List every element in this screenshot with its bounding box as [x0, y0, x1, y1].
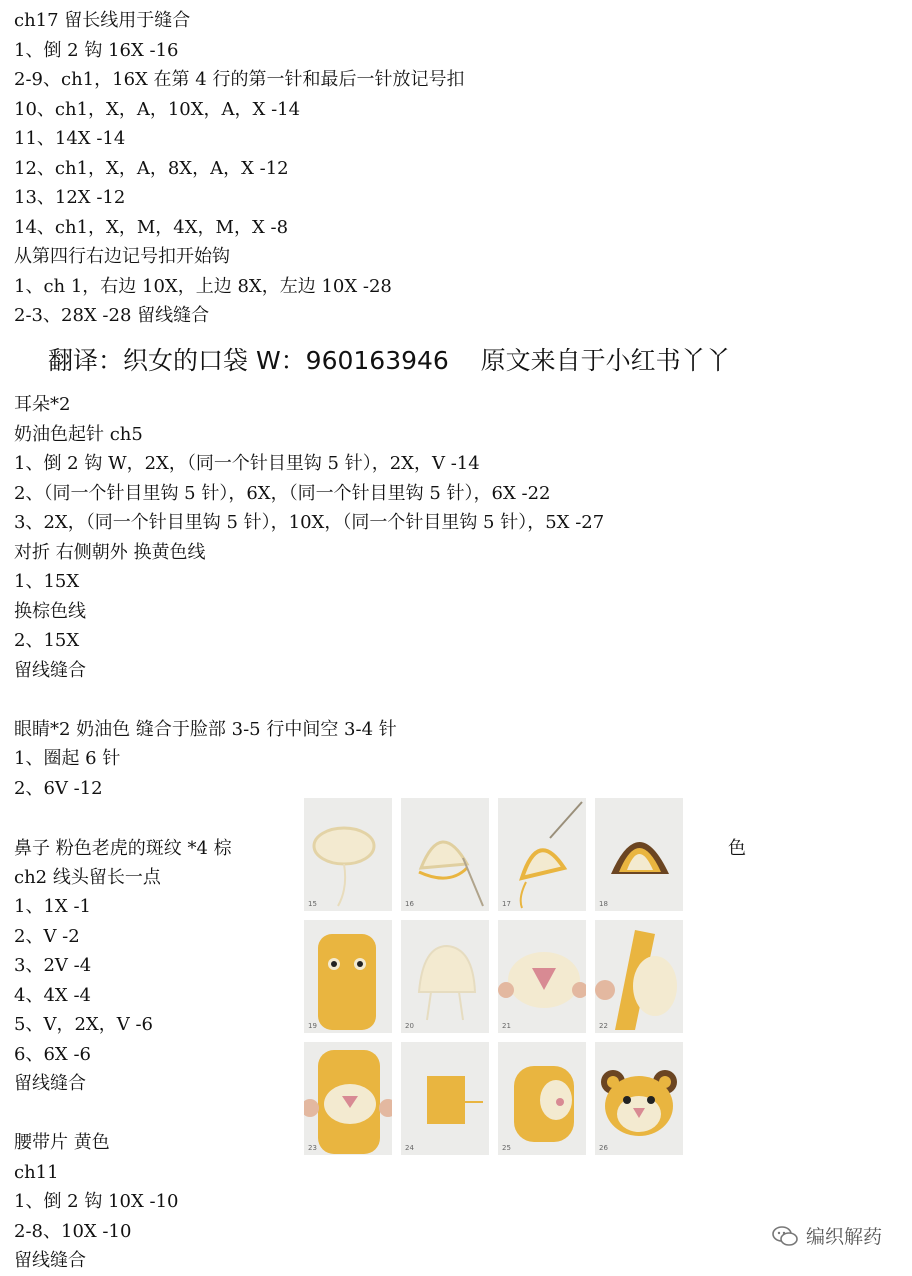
photo-grid [304, 798, 684, 1156]
text-line: 5、V，2X，V -6 [14, 1014, 153, 1035]
photo-step [304, 1042, 392, 1155]
text-line: 1、1X -1 [14, 896, 91, 917]
crochet-photo [304, 798, 392, 911]
photo-step [595, 1042, 683, 1155]
photo-number: 26 [599, 1144, 608, 1152]
text-line: 留线缝合 [14, 1250, 86, 1271]
text-line: 11、14X -14 [14, 128, 126, 149]
text-line: 3、2X，（同一个针目里钩 5 针），10X，（同一个针目里钩 5 针），5X -27 [14, 512, 605, 533]
photo-number: 16 [405, 900, 414, 908]
text-line: 从第四行右边记号扣开始钩 [14, 246, 230, 267]
photo-step [401, 1042, 489, 1155]
photo-number: 21 [502, 1022, 511, 1030]
photo-number: 20 [405, 1022, 414, 1030]
photo-step [401, 798, 489, 911]
text-line: 2-9、ch1，16X 在第 4 行的第一针和最后一针放记号扣 [14, 69, 465, 90]
photo-number: 19 [308, 1022, 317, 1030]
text-line: 2、（同一个针目里钩 5 针），6X，（同一个针目里钩 5 针），6X -22 [14, 483, 551, 504]
section-heading: 腰带片 黄色 [14, 1132, 110, 1153]
photo-step [595, 920, 683, 1033]
section-heading: 鼻子 粉色老虎的斑纹 *4 棕 [14, 838, 232, 859]
crochet-photo [401, 798, 489, 911]
crochet-photo [304, 920, 392, 1033]
text-line: 留线缝合 [14, 1073, 86, 1094]
text-line: 1、ch 1，右边 10X，上边 8X，左边 10X -28 [14, 276, 392, 297]
photo-number: 17 [502, 900, 511, 908]
photo-step [498, 1042, 586, 1155]
text-line: 14、ch1，X，M，4X，M，X -8 [14, 217, 289, 238]
text-line: 2、15X [14, 630, 80, 651]
photo-number: 22 [599, 1022, 608, 1030]
text-line: ch17 留长线用于缝合 [14, 10, 191, 31]
crochet-photo [498, 798, 586, 911]
text-line: 2、6V -12 [14, 778, 103, 799]
text-line: 6、6X -6 [14, 1044, 91, 1065]
text-line: 换棕色线 [14, 601, 86, 622]
text-line: 奶油色起针 ch5 [14, 424, 143, 445]
photo-step [595, 798, 683, 911]
text-line: ch11 [14, 1162, 59, 1183]
section-heading: 耳朵*2 [14, 394, 71, 415]
photo-number: 15 [308, 900, 317, 908]
photo-number: 24 [405, 1144, 414, 1152]
crochet-photo [304, 1042, 392, 1155]
section-heading: 眼睛*2 奶油色 缝合于脸部 3-5 行中间空 3-4 针 [14, 719, 397, 740]
crochet-photo [401, 920, 489, 1033]
heading-tail: 色 [728, 838, 746, 859]
text-line: 10、ch1，X，A，10X，A，X -14 [14, 99, 301, 120]
watermark-text: 编织解药 [805, 1226, 882, 1248]
text-line: 1、15X [14, 571, 80, 592]
photo-number: 23 [308, 1144, 317, 1152]
photo-step [304, 798, 392, 911]
text-line: ch2 线头留长一点 [14, 867, 161, 888]
text-line: 1、倒 2 钩 10X -10 [14, 1191, 179, 1212]
text-line: 1、倒 2 钩 W，2X，（同一个针目里钩 5 针），2X，V -14 [14, 453, 480, 474]
crochet-photo [498, 1042, 586, 1155]
text-line: 12、ch1，X，A，8X，A，X -12 [14, 158, 289, 179]
photo-step [498, 920, 586, 1033]
text-line: 2、V -2 [14, 926, 80, 947]
crochet-photo [595, 920, 683, 1033]
photo-step [498, 798, 586, 911]
crochet-photo [498, 920, 586, 1033]
photo-step [304, 920, 392, 1033]
text-line: 3、2V -4 [14, 955, 92, 976]
watermark [772, 1222, 882, 1249]
photo-number: 25 [502, 1144, 511, 1152]
translator-banner: 翻译：织女的口袋 W：960163946 原文来自于小红书丫丫 [48, 346, 731, 375]
text-line: 留线缝合 [14, 660, 86, 681]
text-line: 1、倒 2 钩 16X -16 [14, 40, 179, 61]
text-line: 4、4X -4 [14, 985, 91, 1006]
text-line: 1、圈起 6 针 [14, 748, 121, 769]
text-line: 13、12X -12 [14, 187, 126, 208]
crochet-photo [595, 798, 683, 911]
photo-step [401, 920, 489, 1033]
text-line: 2-8、10X -10 [14, 1221, 132, 1242]
photo-number: 18 [599, 900, 608, 908]
crochet-photo [595, 1042, 683, 1155]
wechat-icon [772, 1225, 798, 1247]
text-line: 2-3、28X -28 留线缝合 [14, 305, 210, 326]
crochet-photo [401, 1042, 489, 1155]
text-line: 对折 右侧朝外 换黄色线 [14, 542, 206, 563]
